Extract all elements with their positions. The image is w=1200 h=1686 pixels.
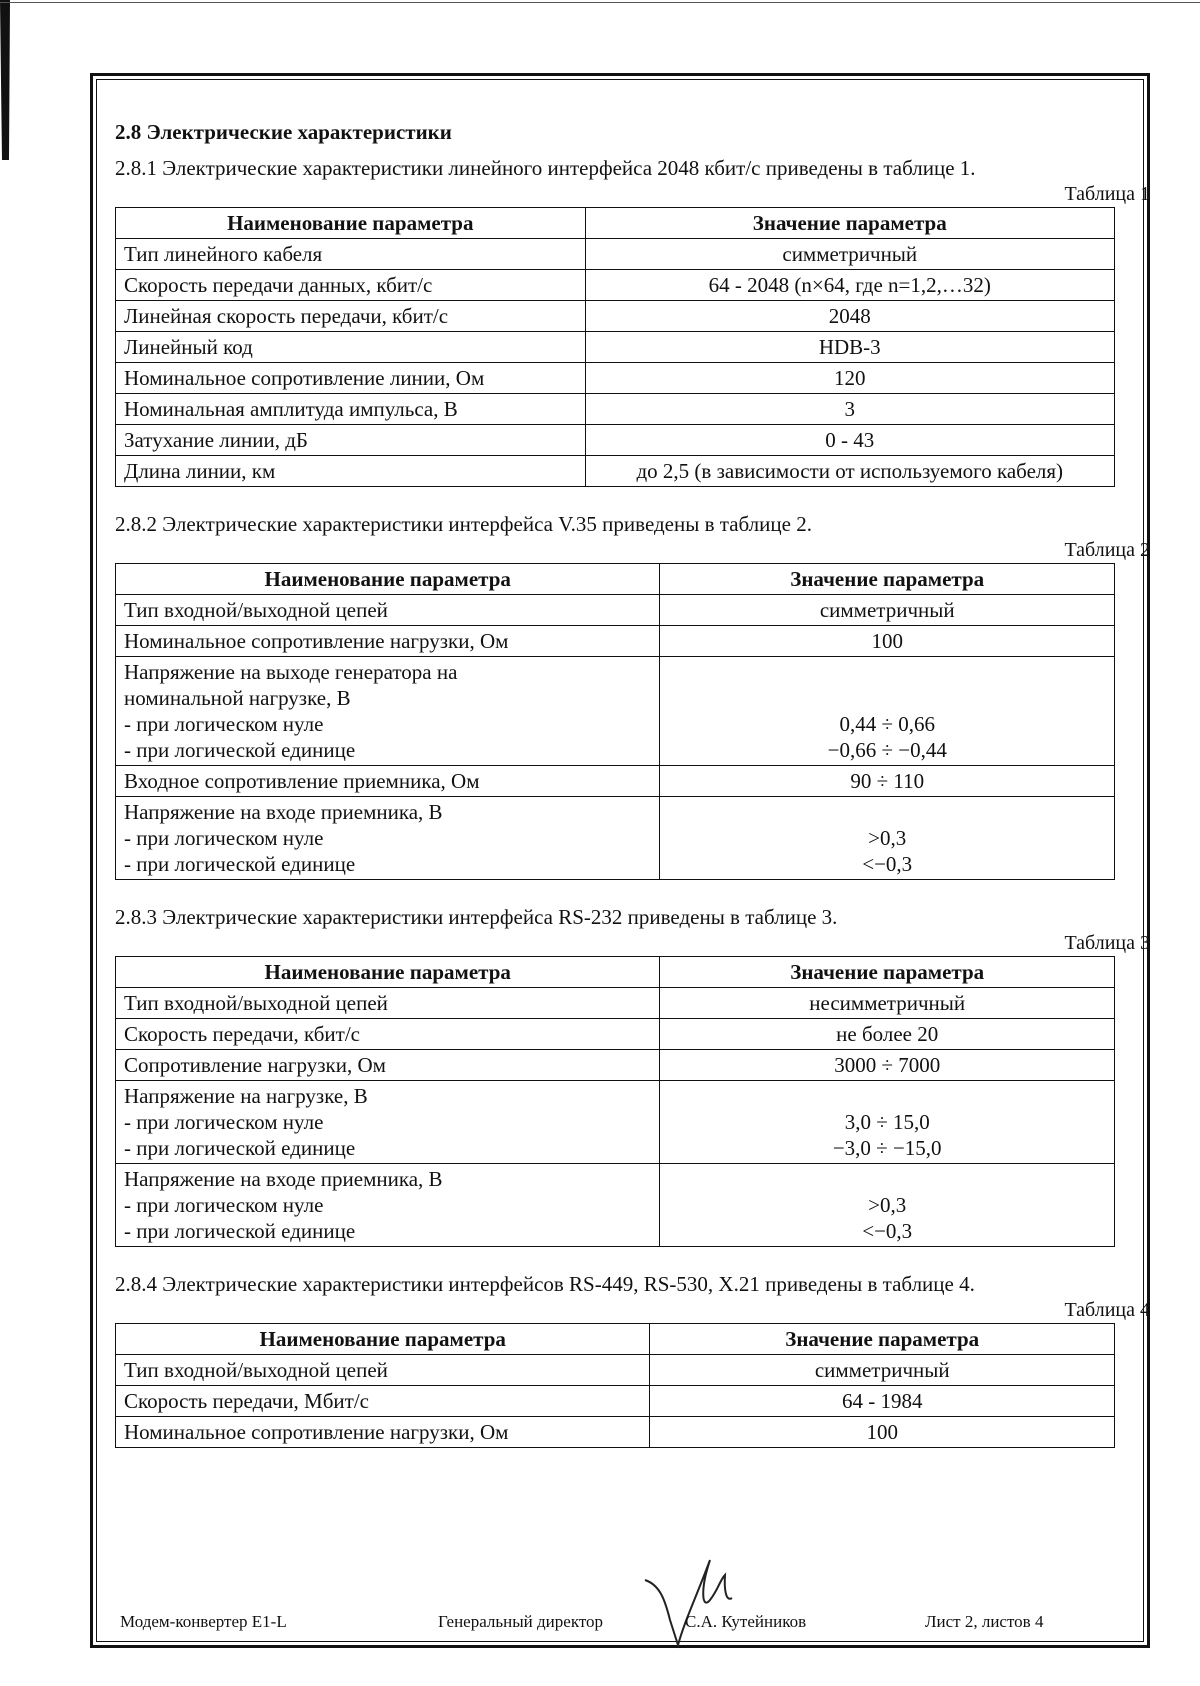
parameter-value-line: 0 - 43 — [825, 428, 875, 452]
header-parameter-name: Наименование параметра — [116, 208, 586, 239]
scan-top-line — [0, 2, 1200, 3]
parameter-name-cell — [116, 626, 660, 657]
table-row — [116, 1050, 1115, 1081]
parameter-name-cell — [116, 394, 586, 425]
table-row — [116, 363, 1115, 394]
table-intro-paragraph: 2.8.2 Электрические характеристики интерфейса V.35 приведены в таблице 2. — [115, 512, 812, 536]
table-label: Таблица 2 — [1064, 539, 1150, 561]
parameter-name-line: Тип линейного кабеля — [124, 242, 323, 266]
parameter-name-line: Сопротивление нагрузки, Ом — [124, 1053, 386, 1077]
parameter-name-line: Напряжение на выходе генератора на — [124, 660, 458, 684]
table-header-row — [116, 957, 1115, 988]
footer-position: Генеральный директор — [438, 1612, 604, 1631]
table-row — [116, 657, 1115, 766]
parameter-name-line: - при логическом нуле — [124, 1193, 324, 1217]
table-label: Таблица 3 — [1064, 932, 1150, 954]
parameter-value-line: 3000 ÷ 7000 — [834, 1053, 941, 1077]
parameter-value-cell — [585, 239, 1114, 270]
table-row — [116, 301, 1115, 332]
parameter-name-cell — [116, 988, 660, 1019]
parameter-name-line: Затухание линии, дБ — [124, 428, 308, 452]
parameter-value-line: −0,66 ÷ −0,44 — [827, 738, 947, 762]
table-row — [116, 595, 1115, 626]
parameter-value-line: 3 — [844, 397, 856, 421]
parameter-value-cell — [650, 1386, 1115, 1417]
parameter-value-cell — [660, 595, 1115, 626]
table-intro-paragraph: 2.8.3 Электрические характеристики интерфейса RS-232 приведены в таблице 3. — [115, 905, 838, 929]
footer-product: Модем-конвертер E1-L — [120, 1612, 287, 1631]
table-row — [116, 1417, 1115, 1448]
parameter-value-line: −3,0 ÷ −15,0 — [832, 1136, 942, 1160]
parameter-name-cell — [116, 1019, 660, 1050]
parameter-value-line: 64 - 2048 (n×64, где n=1,2,…32) — [708, 273, 991, 297]
parameter-value-cell — [585, 425, 1114, 456]
header-parameter-value: Значение параметра — [660, 564, 1115, 595]
table-row — [116, 456, 1115, 487]
footer-signer-name: С.А. Кутейников — [685, 1612, 807, 1631]
table-intro-paragraph: 2.8.1 Электрические характеристики линейного интерфейса 2048 кбит/с приведены в таблице 1. — [115, 156, 976, 180]
table-row — [116, 394, 1115, 425]
parameter-value-line: симметричный — [814, 1358, 950, 1382]
parameter-name-cell — [116, 766, 660, 797]
parameter-value-line: до 2,5 (в зависимости от используемого кабеля) — [636, 459, 1064, 483]
parameter-value-cell — [585, 301, 1114, 332]
tables-container — [115, 153, 1150, 1448]
parameter-value-cell — [660, 1050, 1115, 1081]
parameter-name-line: Номинальное сопротивление нагрузки, Ом — [124, 629, 509, 653]
parameter-name-cell — [116, 456, 586, 487]
table-row — [116, 766, 1115, 797]
parameter-name-cell — [116, 657, 660, 766]
parameter-name-line: Напряжение на входе приемника, В — [124, 800, 443, 824]
parameter-value-line: 3,0 ÷ 15,0 — [844, 1110, 930, 1134]
parameter-name-cell — [116, 1164, 660, 1247]
parameter-table — [115, 563, 1115, 880]
parameter-value-line: 2048 — [828, 304, 871, 328]
parameter-value-cell — [660, 1081, 1115, 1164]
parameter-name-line: Тип входной/выходной цепей — [124, 1358, 388, 1382]
parameter-table — [115, 207, 1115, 487]
parameter-name-cell — [116, 332, 586, 363]
parameter-name-cell — [116, 1081, 660, 1164]
parameter-name-line: - при логической единице — [124, 1136, 356, 1160]
header-parameter-name: Наименование параметра — [116, 1324, 650, 1355]
parameter-value-cell — [585, 456, 1114, 487]
parameter-value-line: HDB-3 — [818, 335, 881, 359]
parameter-value-cell — [650, 1355, 1115, 1386]
parameter-value-cell — [585, 332, 1114, 363]
parameter-value-line: симметричный — [782, 242, 918, 266]
footer-sheet-number: Лист 2, листов 4 — [925, 1612, 1044, 1631]
parameter-name-cell — [116, 363, 586, 394]
parameter-value-line: 120 — [834, 366, 866, 390]
table-row — [116, 1019, 1115, 1050]
parameter-name-cell — [116, 425, 586, 456]
parameter-name-cell — [116, 301, 586, 332]
parameter-name-line: Номинальная амплитуда импульса, В — [124, 397, 458, 421]
parameter-name-line: Номинальное сопротивление линии, Ом — [124, 366, 485, 390]
header-parameter-name: Наименование параметра — [116, 957, 660, 988]
table-label: Таблица 1 — [1064, 183, 1150, 205]
parameter-value-line: 100 — [871, 629, 903, 653]
parameter-name-line: Тип входной/выходной цепей — [124, 991, 388, 1015]
table-header-row — [116, 208, 1115, 239]
parameter-name-cell — [116, 239, 586, 270]
parameter-name-line: номинальной нагрузке, В — [124, 686, 351, 710]
table-row — [116, 425, 1115, 456]
header-parameter-name: Наименование параметра — [116, 564, 660, 595]
table-row — [116, 239, 1115, 270]
parameter-name-cell — [116, 270, 586, 301]
parameter-value-cell — [585, 394, 1114, 425]
parameter-value-cell — [585, 270, 1114, 301]
parameter-name-line: - при логическом нуле — [124, 1110, 324, 1134]
parameter-value-line: 0,44 ÷ 0,66 — [839, 712, 935, 736]
parameter-name-cell — [116, 797, 660, 880]
table-row — [116, 270, 1115, 301]
header-parameter-value: Значение параметра — [585, 208, 1114, 239]
table-label: Таблица 4 — [1064, 1299, 1150, 1321]
section-title: 2.8 Электрические характеристики — [115, 120, 452, 144]
parameter-name-line: - при логической единице — [124, 738, 356, 762]
document-footer — [120, 1612, 1150, 1636]
parameter-name-cell — [116, 1355, 650, 1386]
parameter-value-cell — [585, 363, 1114, 394]
parameter-name-line: Линейная скорость передачи, кбит/с — [124, 304, 449, 328]
parameter-value-line: <−0,3 — [862, 852, 913, 876]
parameter-name-line: - при логическом нуле — [124, 826, 324, 850]
parameter-value-cell — [650, 1417, 1115, 1448]
parameter-value-line: несимметричный — [809, 991, 966, 1015]
parameter-name-line: Скорость передачи, кбит/с — [124, 1022, 360, 1046]
table-row — [116, 1081, 1115, 1164]
parameter-value-cell — [660, 657, 1115, 766]
parameter-value-cell — [660, 797, 1115, 880]
parameter-value-cell — [660, 766, 1115, 797]
parameter-name-line: - при логическом нуле — [124, 712, 324, 736]
parameter-value-line: симметричный — [819, 598, 955, 622]
table-row — [116, 332, 1115, 363]
parameter-value-line: 64 - 1984 — [841, 1389, 923, 1413]
table-row — [116, 626, 1115, 657]
parameter-name-line: Скорость передачи данных, кбит/с — [124, 273, 433, 297]
header-parameter-value: Значение параметра — [660, 957, 1115, 988]
parameter-name-line: Скорость передачи, Мбит/с — [124, 1389, 369, 1413]
table-row — [116, 988, 1115, 1019]
parameter-name-cell — [116, 1417, 650, 1448]
parameter-value-line: <−0,3 — [862, 1219, 913, 1243]
parameter-value-line: 100 — [866, 1420, 898, 1444]
parameter-value-line: >0,3 — [868, 1193, 907, 1217]
parameter-name-line: Длина линии, км — [124, 459, 276, 483]
parameter-table — [115, 956, 1115, 1247]
parameter-name-line: Входное сопротивление приемника, Ом — [124, 769, 480, 793]
parameter-name-line: Напряжение на нагрузке, В — [124, 1084, 368, 1108]
parameter-name-line: - при логической единице — [124, 1219, 356, 1243]
parameter-name-cell — [116, 1050, 660, 1081]
document-content — [115, 120, 1150, 1470]
parameter-name-line: Линейный код — [124, 335, 253, 359]
parameter-table — [115, 1323, 1115, 1448]
table-header-row — [116, 564, 1115, 595]
parameter-value-cell — [660, 626, 1115, 657]
table-row — [116, 1355, 1115, 1386]
parameter-value-line: >0,3 — [868, 826, 907, 850]
parameter-name-line: Номинальное сопротивление нагрузки, Ом — [124, 1420, 509, 1444]
parameter-value-cell — [660, 1164, 1115, 1247]
table-row — [116, 1386, 1115, 1417]
table-intro-paragraph: 2.8.4 Электрические характеристики интерфейсов RS-449, RS-530, X.21 приведены в таблице 4. — [115, 1272, 975, 1296]
table-row — [116, 1164, 1115, 1247]
parameter-name-line: Тип входной/выходной цепей — [124, 598, 388, 622]
table-row — [116, 797, 1115, 880]
parameter-name-cell — [116, 595, 660, 626]
table-header-row — [116, 1324, 1115, 1355]
parameter-value-line: не более 20 — [836, 1022, 939, 1046]
scan-edge-mark — [0, 0, 10, 160]
parameter-value-cell — [660, 1019, 1115, 1050]
parameter-name-cell — [116, 1386, 650, 1417]
parameter-name-line: Напряжение на входе приемника, В — [124, 1167, 443, 1191]
parameter-name-line: - при логической единице — [124, 852, 356, 876]
parameter-value-cell — [660, 988, 1115, 1019]
header-parameter-value: Значение параметра — [650, 1324, 1115, 1355]
parameter-value-line: 90 ÷ 110 — [850, 769, 925, 793]
